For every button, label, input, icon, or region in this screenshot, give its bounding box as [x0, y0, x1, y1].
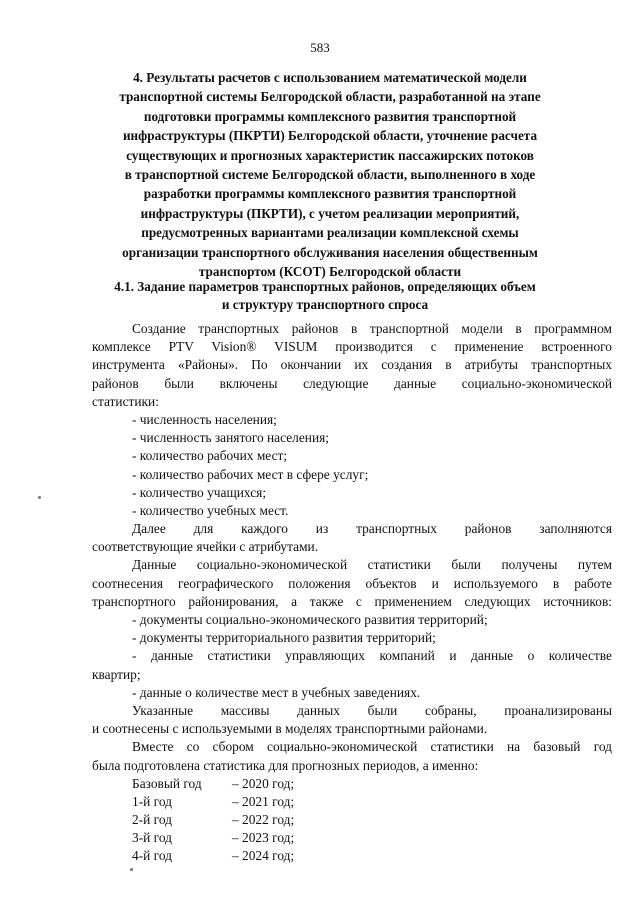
year-value: – 2022 год;: [232, 812, 295, 828]
subsection-heading: [105, 278, 545, 314]
heading-line: транспортной системы Белгородской области, разработанной на этапе: [119, 89, 541, 105]
paragraph-line: Указанные массивы данных были собраны, проанализированы: [132, 702, 612, 718]
year-row: [92, 847, 612, 865]
heading-line: разработки программы комплексного развития транспортной: [143, 186, 517, 202]
subheading-line: и структуру транспортного спроса: [221, 297, 429, 312]
list-item: - количество рабочих мест;: [132, 448, 288, 464]
year-row: [92, 775, 612, 793]
heading-line: предусмотренных вариантами реализации комплексной схемы: [141, 225, 519, 241]
paragraph-line: Далее для каждого из транспортных районов заполняются: [132, 521, 612, 537]
list-item: - документы социально-экономического развития территорий;: [132, 612, 488, 627]
list-item: - документы территориального развития территорий;: [132, 630, 436, 646]
heading-line: инфраструктуры (ПКРТИ) Белгородской области, уточнение расчета: [122, 128, 538, 144]
paragraph-line: соответствующие ячейки с атрибутами.: [92, 539, 319, 555]
heading-line: в транспортной системе Белгородской области, выполненного в ходе: [124, 167, 536, 183]
heading-line: 4. Результаты расчетов с использованием математической модели: [133, 70, 527, 85]
paragraph-line: была подготовлена статистика для прогнозных периодов, а именно:: [92, 757, 479, 773]
year-value: – 2024 год;: [232, 848, 295, 864]
paragraph-line: и соотнесены с используемыми в моделях транспортными районами.: [92, 721, 488, 737]
paragraph-line: Вместе со сбором социально-экономической статистики на базовый год: [132, 739, 612, 755]
list-item: - численность населения;: [132, 411, 277, 427]
year-value: – 2020 год;: [232, 775, 295, 791]
year-label: 2-й год: [132, 812, 172, 828]
paragraph-line: соотнесения географического положения объектов и используемого в работе: [92, 575, 612, 591]
year-row: [92, 829, 612, 847]
list-item: - количество учебных мест.: [132, 502, 289, 518]
heading-line: транспортом (КСОТ) Белгородской области: [198, 264, 462, 280]
paragraph-line: транспортного районирования, а также с применением следующих источников:: [92, 593, 612, 609]
year-row: [92, 793, 612, 811]
list-item: - данные статистики управляющих компаний и данные о количестве: [132, 648, 612, 664]
heading-line: инфраструктуры (ПКРТИ), с учетом реализации мероприятий,: [140, 205, 520, 221]
list-item: - данные о количестве мест в учебных заведениях.: [132, 684, 421, 700]
scan-speck: [38, 496, 41, 499]
paragraph-line: Создание транспортных районов в транспортной модели в программном: [132, 321, 612, 336]
forecast-years-list: [92, 775, 612, 866]
year-value: – 2023 год;: [232, 830, 295, 846]
year-value: – 2021 год;: [232, 793, 295, 809]
list-item: - количество рабочих мест в сфере услуг;: [132, 466, 369, 482]
list-item-continuation: квартир;: [92, 666, 141, 682]
list-item: - количество учащихся;: [132, 484, 267, 500]
year-label: 3-й год: [132, 830, 172, 846]
scan-speck: [130, 868, 133, 871]
subheading-line: 4.1. Задание параметров транспортных районов, определяющих объем: [114, 279, 536, 294]
year-label: 1-й год: [132, 793, 172, 809]
page-number: 583: [310, 40, 330, 55]
year-label: Базовый год: [132, 775, 202, 791]
list-item: - численность занятого населения;: [132, 430, 330, 446]
heading-line: существующих и прогнозных характеристик пассажирских потоков: [126, 147, 534, 163]
body-text: [92, 320, 612, 866]
year-row: [92, 811, 612, 829]
year-label: 4-й год: [132, 848, 172, 864]
section-heading: [90, 68, 570, 281]
paragraph-line: инструмента «Районы». По окончании их создания в атрибуты транспортных: [92, 357, 612, 373]
paragraph-line: Данные социально-экономической статистики были получены путем: [132, 557, 612, 573]
paragraph-line: комплексе PTV Vision® VISUM производится с применение встроенного: [92, 339, 612, 355]
paragraph-line: районов были включены следующие данные социально-экономической: [92, 375, 612, 391]
heading-line: организации транспортного обслуживания населения общественным: [122, 244, 538, 260]
heading-line: подготовки программы комплексного развития транспортной: [143, 108, 517, 124]
paragraph-line: статистики:: [92, 393, 159, 409]
